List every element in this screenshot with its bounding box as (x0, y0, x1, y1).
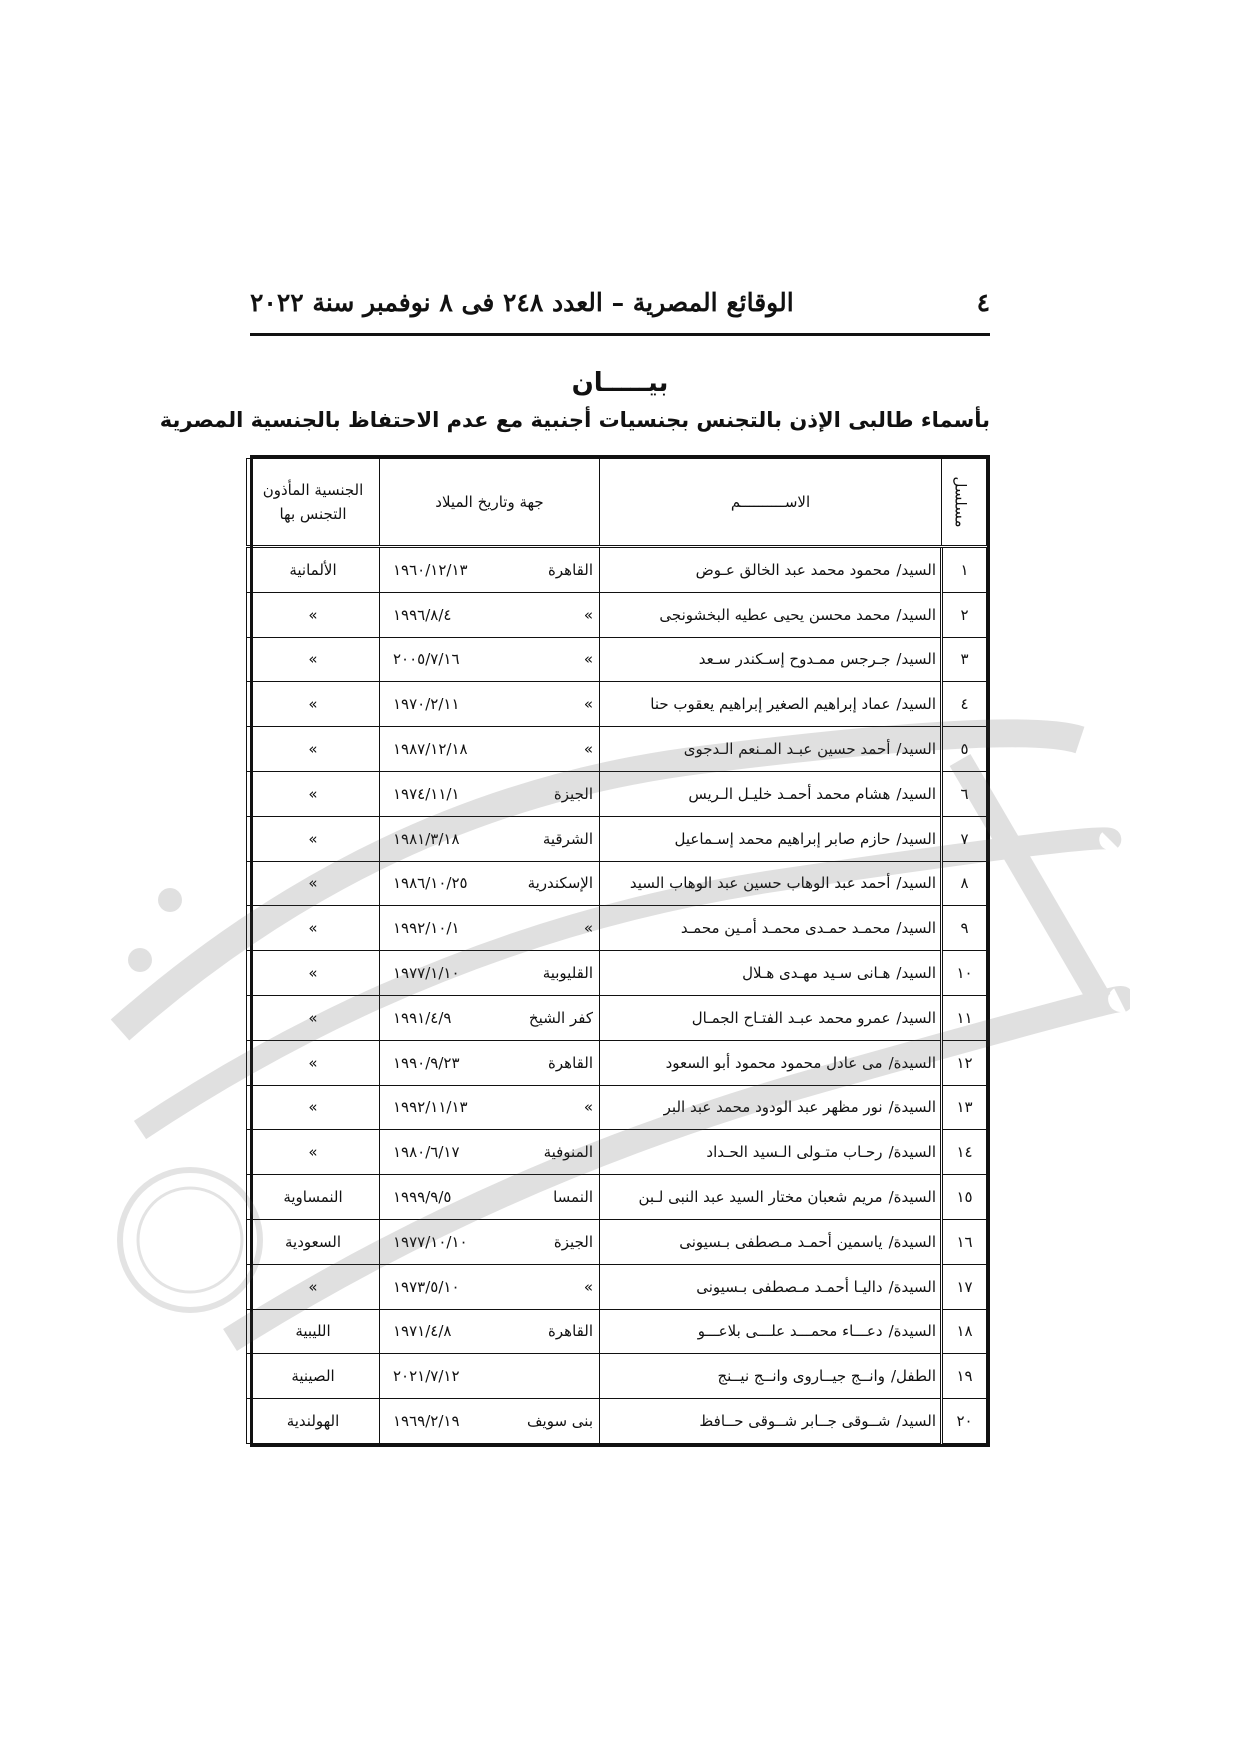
row-place-date (380, 1309, 600, 1354)
running-head (250, 282, 990, 322)
row-name (600, 771, 942, 816)
row-birthplace: القاهرة (548, 1053, 593, 1072)
row-nationality: » (247, 816, 380, 861)
row-full-name: ياسمين أحمـد مـصطفى بـسيونى (679, 1232, 883, 1251)
row-honorific: الطفل/ (890, 1367, 936, 1386)
row-serial: ٥ (942, 727, 987, 772)
row-serial: ١٩ (942, 1354, 987, 1399)
row-birthplace: » (583, 1277, 593, 1296)
row-birthplace: بنى سويف (527, 1412, 593, 1431)
row-serial: ٣ (942, 637, 987, 682)
row-name (600, 906, 942, 951)
row-honorific: السيد/ (896, 919, 936, 938)
row-birthdate: ١٩٧٤/١١/١ (393, 784, 460, 803)
row-serial: ١٤ (942, 1130, 987, 1175)
row-nationality: النمساوية (247, 1175, 380, 1220)
row-honorific: السيدة/ (888, 1322, 936, 1341)
row-nationality: الصينية (247, 1354, 380, 1399)
row-honorific: السيد/ (896, 1008, 936, 1027)
row-place-date (380, 1354, 600, 1399)
row-nationality: » (247, 1040, 380, 1085)
row-full-name: أحمد حسين عبـد المـنعم الـدجوى (683, 740, 891, 759)
row-birthplace: الجيزة (553, 1232, 593, 1251)
row-birthplace: كفر الشيخ (528, 1008, 593, 1027)
row-nationality: » (247, 727, 380, 772)
header-name: الاســــــــــم (600, 459, 942, 547)
header-serial: مسلسل (942, 459, 987, 547)
row-birthplace: النمسا (553, 1188, 593, 1207)
row-birthdate: ١٩٧٧/١٠/١٠ (393, 1232, 468, 1251)
row-place-date (380, 1264, 600, 1309)
row-nationality: الألمانية (247, 547, 380, 593)
row-name (600, 995, 942, 1040)
row-nationality: » (247, 592, 380, 637)
row-honorific: السيدة/ (888, 1143, 936, 1162)
row-birthdate: ١٩٧١/٤/٨ (393, 1322, 452, 1341)
row-place-date (380, 592, 600, 637)
row-full-name: حازم صابر إبراهيم محمد إسـماعيل (674, 829, 891, 848)
row-place-date (380, 682, 600, 727)
row-birthdate: ٢٠٢١/٧/١٢ (393, 1367, 460, 1386)
row-birthplace: » (583, 919, 593, 938)
row-full-name: مريم شعبان مختار السيد عبد النبى لـبن (638, 1188, 883, 1207)
row-full-name: هـانى سـيد مهـدى هـلال (742, 964, 891, 983)
row-serial: ٨ (942, 861, 987, 906)
row-serial: ١٨ (942, 1309, 987, 1354)
row-place-date (380, 906, 600, 951)
document-subtitle: بأسماء طالبى الإذن بالتجنس بجنسيات أجنبية مع عدم الاحتفاظ بالجنسية المصرية (159, 408, 990, 432)
row-full-name: دعـــاء محمـــد علـــى بلاعـــو (697, 1322, 883, 1341)
row-honorific: السيدة/ (888, 1053, 936, 1072)
row-birthdate: ١٩٩٠/٩/٢٣ (393, 1053, 460, 1072)
row-full-name: مى عادل محمود محمود أبو السعود (665, 1053, 883, 1072)
table-row (247, 906, 987, 951)
row-name (600, 1399, 942, 1444)
row-full-name: عماد إبراهيم الصغير إبراهيم يعقوب حنا (650, 695, 891, 714)
row-place-date (380, 1040, 600, 1085)
row-birthplace: المنوفية (543, 1143, 593, 1162)
row-name (600, 1264, 942, 1309)
row-place-date (380, 995, 600, 1040)
table-row (247, 1399, 987, 1444)
row-full-name: داليـا أحمـد مـصطفى بـسيونى (696, 1277, 883, 1296)
row-serial: ٢ (942, 592, 987, 637)
row-honorific: السيد/ (896, 695, 936, 714)
row-place-date (380, 771, 600, 816)
row-birthplace: » (583, 650, 593, 669)
table-header-row (247, 459, 987, 547)
row-name (600, 1130, 942, 1175)
row-honorific: السيد/ (896, 740, 936, 759)
row-birthdate: ١٩٩٢/١٠/١ (393, 919, 460, 938)
document-title: بيـــــان (571, 368, 669, 398)
row-full-name: محمـد حمـدى محمـد أمـين محمـد (680, 919, 891, 938)
row-place-date (380, 637, 600, 682)
table-row (247, 1219, 987, 1264)
row-serial: ١٠ (942, 951, 987, 996)
row-nationality: » (247, 1085, 380, 1130)
row-serial: ١٥ (942, 1175, 987, 1220)
row-place-date (380, 1175, 600, 1220)
row-place-date (380, 816, 600, 861)
row-honorific: السيدة/ (888, 1277, 936, 1296)
row-name (600, 861, 942, 906)
row-name (600, 727, 942, 772)
row-nationality: الليبية (247, 1309, 380, 1354)
row-serial: ١ (942, 547, 987, 593)
row-place-date (380, 727, 600, 772)
row-birthplace: الشرقية (542, 829, 593, 848)
row-serial: ٢٠ (942, 1399, 987, 1444)
row-serial: ١٣ (942, 1085, 987, 1130)
row-honorific: السيدة/ (888, 1188, 936, 1207)
row-full-name: أحمد عبد الوهاب حسين عبد الوهاب السيد (629, 874, 891, 893)
row-serial: ٤ (942, 682, 987, 727)
row-place-date (380, 1085, 600, 1130)
row-birthdate: ١٩٧٣/٥/١٠ (393, 1277, 460, 1296)
row-honorific: السيد/ (896, 560, 936, 579)
row-birthplace: » (583, 1098, 593, 1117)
table-row (247, 951, 987, 996)
row-honorific: السيد/ (896, 829, 936, 848)
table-row (247, 816, 987, 861)
row-birthdate: ١٩٩٦/٨/٤ (393, 605, 452, 624)
row-full-name: نور مظهر عبد الودود محمد عبد البر (663, 1098, 883, 1117)
table-row (247, 727, 987, 772)
row-birthplace: القاهرة (548, 560, 593, 579)
row-birthplace: القاهرة (548, 1322, 593, 1341)
row-full-name: عمرو محمد عبـد الفتـاح الجمـال (691, 1008, 891, 1027)
header-rule (250, 333, 990, 336)
running-title: الوقائع المصرية – العدد ٢٤٨ فى ٨ نوفمبر سنة ٢٠٢٢ (250, 287, 794, 317)
row-birthdate: ١٩٩٩/٩/٥ (393, 1188, 452, 1207)
row-honorific: السيد/ (896, 784, 936, 803)
row-full-name: محمود محمد عبد الخالق عـوض (695, 560, 891, 579)
row-honorific: السيد/ (896, 964, 936, 983)
header-place-date: جهة وتاريخ الميلاد (380, 459, 600, 547)
row-honorific: السيدة/ (888, 1232, 936, 1251)
row-birthplace: » (583, 695, 593, 714)
row-nationality: » (247, 951, 380, 996)
table-row (247, 995, 987, 1040)
row-nationality: السعودية (247, 1219, 380, 1264)
table-row (247, 1354, 987, 1399)
row-nationality: » (247, 1130, 380, 1175)
row-nationality: » (247, 1264, 380, 1309)
row-nationality: » (247, 771, 380, 816)
row-place-date (380, 1130, 600, 1175)
row-serial: ٦ (942, 771, 987, 816)
row-serial: ١١ (942, 995, 987, 1040)
table-row (247, 771, 987, 816)
row-birthdate: ١٩٧٠/٢/١١ (393, 695, 460, 714)
table-row (247, 1085, 987, 1130)
row-name (600, 1175, 942, 1220)
row-birthdate: ١٩٦٠/١٢/١٣ (393, 560, 468, 579)
row-name (600, 1040, 942, 1085)
row-name (600, 1219, 942, 1264)
header-nationality: الجنسية المأذون التجنس بها (247, 459, 380, 547)
row-name (600, 592, 942, 637)
table-row (247, 1175, 987, 1220)
row-name (600, 637, 942, 682)
row-serial: ١٧ (942, 1264, 987, 1309)
table-row (247, 861, 987, 906)
row-birthdate: ١٩٦٩/٢/١٩ (393, 1412, 460, 1431)
page-number: ٤ (976, 287, 990, 317)
row-birthdate: ١٩٨٧/١٢/١٨ (393, 740, 468, 759)
table-row (247, 1309, 987, 1354)
row-nationality: » (247, 995, 380, 1040)
row-place-date (380, 951, 600, 996)
row-birthdate: ١٩٩١/٤/٩ (393, 1008, 452, 1027)
row-birthdate: ١٩٨١/٣/١٨ (393, 829, 460, 848)
row-name (600, 682, 942, 727)
row-honorific: السيد/ (896, 605, 936, 624)
row-name (600, 1085, 942, 1130)
row-birthplace: الجيزة (553, 784, 593, 803)
row-honorific: السيد/ (896, 874, 936, 893)
row-serial: ٩ (942, 906, 987, 951)
row-nationality: » (247, 861, 380, 906)
row-full-name: رحـاب متـولى الـسيد الحـداد (706, 1143, 883, 1162)
row-birthdate: ٢٠٠٥/٧/١٦ (393, 650, 460, 669)
row-full-name: جـرجس ممـدوح إسـكندر سـعد (698, 650, 891, 669)
applicants-table (250, 455, 990, 1447)
row-nationality: » (247, 906, 380, 951)
table-row (247, 592, 987, 637)
row-honorific: السيدة/ (888, 1098, 936, 1117)
row-full-name: هشام محمد أحمـد خليـل الـريس (688, 784, 891, 803)
row-nationality: » (247, 637, 380, 682)
table-row (247, 682, 987, 727)
table-row (247, 1130, 987, 1175)
row-birthplace: الإسكندرية (527, 874, 593, 893)
row-birthplace: » (583, 740, 593, 759)
row-birthdate: ١٩٧٧/١/١٠ (393, 964, 460, 983)
row-serial: ١٦ (942, 1219, 987, 1264)
row-honorific: السيد/ (896, 1412, 936, 1431)
row-serial: ١٢ (942, 1040, 987, 1085)
table-row (247, 1040, 987, 1085)
row-place-date (380, 861, 600, 906)
row-name (600, 951, 942, 996)
table-row (247, 1264, 987, 1309)
row-birthplace: » (583, 605, 593, 624)
table-row (247, 637, 987, 682)
table-row (247, 547, 987, 593)
row-name (600, 547, 942, 593)
row-place-date (380, 1219, 600, 1264)
row-place-date (380, 547, 600, 593)
row-birthdate: ١٩٨٠/٦/١٧ (393, 1143, 460, 1162)
row-full-name: وانــج جيــاروى وانــج نيــنج (717, 1367, 885, 1386)
row-birthdate: ١٩٩٢/١١/١٣ (393, 1098, 468, 1117)
row-full-name: شــوقى جــابر شــوقى حــافظ (699, 1412, 891, 1431)
row-birthdate: ١٩٨٦/١٠/٢٥ (393, 874, 468, 893)
row-name (600, 1354, 942, 1399)
row-place-date (380, 1399, 600, 1444)
row-honorific: السيد/ (896, 650, 936, 669)
row-nationality: الهولندية (247, 1399, 380, 1444)
row-birthplace: القليوبية (542, 964, 593, 983)
row-name (600, 816, 942, 861)
row-nationality: » (247, 682, 380, 727)
row-full-name: محمد محسن يحيى عطيه البخشونجى (659, 605, 891, 624)
row-name (600, 1309, 942, 1354)
row-serial: ٧ (942, 816, 987, 861)
